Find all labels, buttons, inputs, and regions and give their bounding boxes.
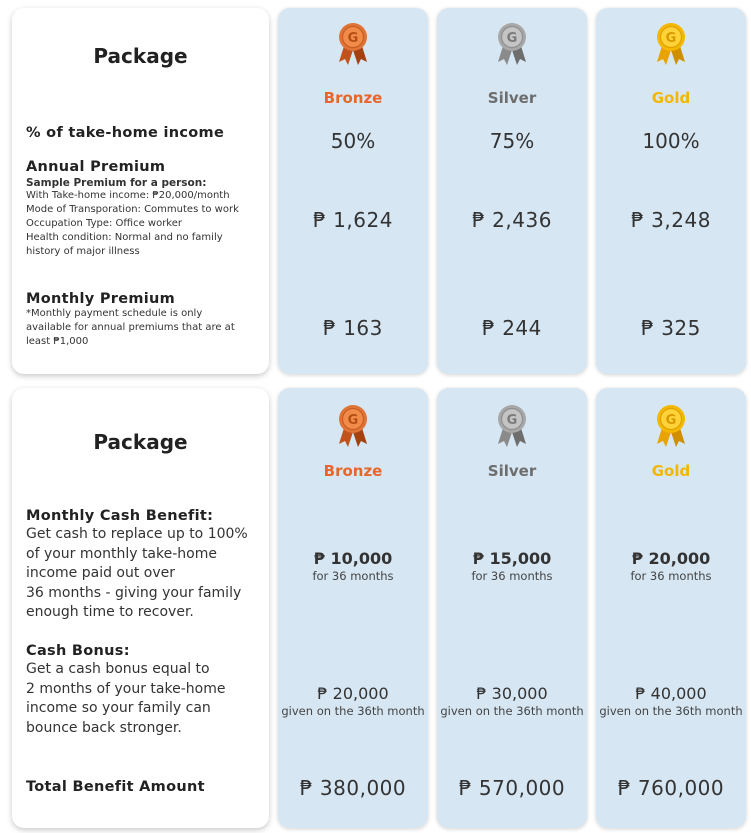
monthly-note-line: *Monthly payment schedule is only <box>26 308 203 319</box>
svg-text:G: G <box>665 413 677 428</box>
gold-cash-bonus-note: given on the 36th month <box>599 704 743 718</box>
gold-take-home: 100% <box>642 129 700 153</box>
cash-benefit-block <box>26 508 261 623</box>
cash-benefit-label: Monthly Cash Benefit: <box>26 508 214 524</box>
bronze-cash-benefit-note: for 36 months <box>312 569 394 583</box>
silver-total-benefit: ₱ 570,000 <box>458 776 566 800</box>
annual-sample-line: history of major illness <box>26 246 140 257</box>
cash-bonus-line: Get a cash bonus equal to <box>26 661 210 677</box>
annual-sample-line: Mode of Transporation: Commutes to work <box>26 204 239 215</box>
section2-silver-column <box>437 388 587 828</box>
monthly-note-line: available for annual premiums that are at <box>26 322 235 333</box>
bronze-tier-name: Bronze <box>323 462 383 480</box>
silver-medal-icon <box>495 404 529 448</box>
silver-cash-bonus-note: given on the 36th month <box>440 704 584 718</box>
gold-tier-name: Gold <box>651 89 691 107</box>
cash-bonus-line: income so your family can <box>26 700 211 716</box>
cash-bonus-label: Cash Bonus: <box>26 643 130 659</box>
total-benefit-label: Total Benefit Amount <box>26 779 205 795</box>
cash-benefit-line: enough time to recover. <box>26 604 194 620</box>
gold-cash-bonus <box>596 684 746 718</box>
bronze-monthly-premium: ₱ 163 <box>323 316 383 340</box>
svg-text:G: G <box>506 31 518 46</box>
cash-benefit-line: of your monthly take-home <box>26 545 217 562</box>
svg-text:G: G <box>665 31 677 46</box>
silver-cash-bonus-amount: ₱ 30,000 <box>476 684 548 703</box>
monthly-note-line: least ₱1,000 <box>26 336 89 347</box>
gold-cash-benefit-note: for 36 months <box>630 569 712 583</box>
bronze-cash-bonus <box>278 684 428 718</box>
gold-total-benefit: ₱ 760,000 <box>617 776 725 800</box>
silver-cash-benefit <box>437 549 587 583</box>
annual-premium-block <box>26 159 261 259</box>
section1-package-title: Package <box>93 44 188 68</box>
cash-benefit-line: 36 months - giving your family <box>26 584 242 601</box>
gold-monthly-premium: ₱ 325 <box>641 316 701 340</box>
cash-benefit-line: income paid out over <box>26 565 176 581</box>
annual-premium-label: Annual Premium <box>26 159 166 175</box>
gold-cash-benefit <box>596 549 746 583</box>
bronze-tier-name: Bronze <box>323 89 383 107</box>
bronze-medal-icon <box>336 22 370 66</box>
cash-bonus-line: bounce back stronger. <box>26 719 182 736</box>
svg-text:G: G <box>347 31 359 46</box>
gold-medal-icon <box>654 22 688 66</box>
silver-annual-premium: ₱ 2,436 <box>472 208 552 232</box>
silver-cash-bonus <box>437 684 587 718</box>
silver-medal-icon <box>495 22 529 66</box>
silver-cash-benefit-note: for 36 months <box>471 569 553 583</box>
cash-benefit-line: Get cash to replace up to 100% <box>26 526 248 542</box>
gold-tier-name: Gold <box>651 462 691 480</box>
annual-sample-line: Occupation Type: Office worker <box>26 218 183 229</box>
annual-sample-line: With Take-home income: ₱20,000/month <box>26 190 230 201</box>
section2-label-card <box>12 388 269 828</box>
gold-cash-bonus-amount: ₱ 40,000 <box>635 684 707 703</box>
cash-bonus-line: 2 months of your take-home <box>26 680 226 697</box>
bronze-cash-bonus-amount: ₱ 20,000 <box>317 684 389 703</box>
section1-gold-column <box>596 8 746 374</box>
section1-label-card <box>12 8 269 374</box>
bronze-total-benefit: ₱ 380,000 <box>299 776 407 800</box>
silver-cash-benefit-amount: ₱ 15,000 <box>472 549 552 568</box>
bronze-medal-icon <box>336 404 370 448</box>
gold-cash-benefit-amount: ₱ 20,000 <box>631 549 711 568</box>
gold-medal-icon <box>654 404 688 448</box>
svg-text:G: G <box>347 413 359 428</box>
silver-take-home: 75% <box>489 129 535 153</box>
take-home-label: % of take-home income <box>26 125 225 141</box>
bronze-annual-premium: ₱ 1,624 <box>313 208 393 232</box>
gold-annual-premium: ₱ 3,248 <box>631 208 711 232</box>
cash-bonus-block <box>26 643 261 738</box>
silver-tier-name: Silver <box>487 462 537 480</box>
section1-silver-column <box>437 8 587 374</box>
section1-bronze-column <box>278 8 428 374</box>
annual-sample-line: Health condition: Normal and no family <box>26 232 223 243</box>
section2-gold-column <box>596 388 746 828</box>
bronze-cash-benefit <box>278 549 428 583</box>
monthly-premium-block <box>26 291 261 349</box>
section2-package-title: Package <box>93 430 188 454</box>
bronze-cash-bonus-note: given on the 36th month <box>281 704 425 718</box>
silver-monthly-premium: ₱ 244 <box>482 316 542 340</box>
annual-sample-title: Sample Premium for a person: <box>26 177 207 189</box>
section2-bronze-column <box>278 388 428 828</box>
bronze-take-home: 50% <box>330 129 376 153</box>
silver-tier-name: Silver <box>487 89 537 107</box>
bronze-cash-benefit-amount: ₱ 10,000 <box>313 549 393 568</box>
monthly-premium-label: Monthly Premium <box>26 291 176 307</box>
svg-text:G: G <box>506 413 518 428</box>
